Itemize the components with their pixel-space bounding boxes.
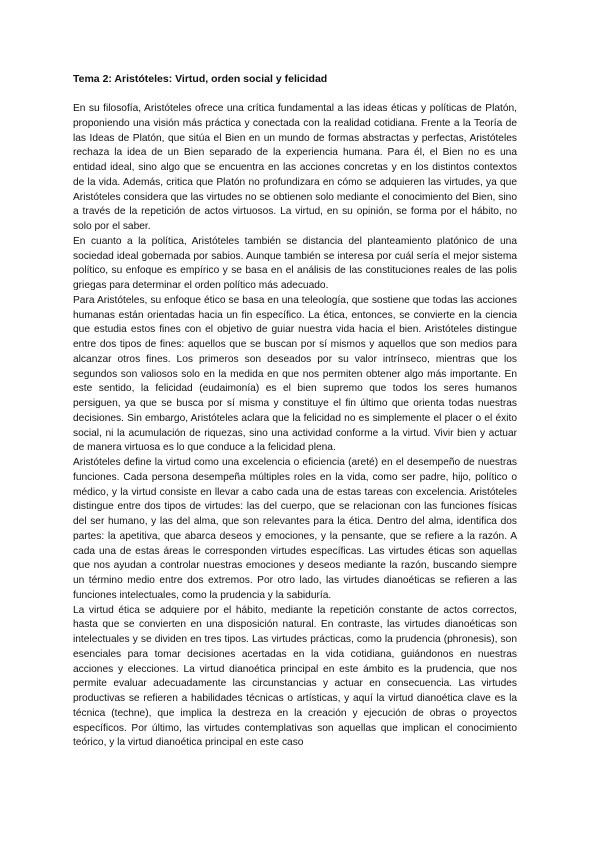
document-title: Tema 2: Aristóteles: Virtud, orden social y felicidad: [73, 73, 328, 85]
paragraph-critica-platon: En su filosofía, Aristóteles ofrece una crítica fundamental a las ideas éticas y políticas de Platón, proponiendo una visión más práctica y conectada con la realidad cotidiana. Frente a la Teoría de las Ideas de Platón, que sitúa el Bien en un mundo de formas abstractas y perfectas, Aristóteles rechaza la idea de un Bien separado de la experiencia humana. Para él, el Bien no es una entidad ideal, sino algo que se encuentra en las acciones concretas y en los distintos contextos de la vida. Además, critica que Platón no profundizara en cómo se adquieren las virtudes, ya que Aristóteles considera que las virtudes no se obtienen solo mediante el conocimiento del Bien, sino a través de la repetición de actos virtuosos. La virtud, en su opinión, se forma por el hábito, no solo por el saber.: [73, 103, 517, 232]
paragraph-teleologia-felicidad: Para Aristóteles, su enfoque ético se basa en una teleología, que sostiene que todas las acciones humanas están orientadas hacia un fin específico. La ética, entonces, se convierte en la ciencia que estudia estos fines con el objetivo de guiar nuestra vida hacia el bien. Aristóteles distingue entre dos tipos de fines: aquellos que se buscan por sí mismos y aquellos que son medios para alcanzar otros fines. Los primeros son deseados por su valor intrínseco, mientras que los segundos son valiosos solo en la medida en que nos permiten obtener algo más importante. En este sentido, la felicidad (eudaimonía) es el bien supremo que todos los seres humanos persiguen, ya que se busca por sí misma y constituye el fin último que orienta todas nuestras decisiones. Sin embargo, Aristóteles aclara que la felicidad no es simplemente el placer o el éxito social, ni la acumulación de riquezas, sino una actividad conforme a la virtud. Vivir bien y actuar de manera virtuosa es lo que conduce a la felicidad plena.: [73, 294, 517, 454]
paragraph-virtudes-dianoeticas: La virtud ética se adquiere por el hábito, mediante la repetición constante de actos correctos, hasta que se convierten en una disposición natural. En contraste, las virtudes dianoéticas son intelectuales y se dividen en tres tipos. Las virtudes prácticas, como la prudencia (phronesis), son esenciales para tomar decisiones acertadas en la vida cotidiana, guiándonos en nuestras acciones y elecciones. La virtud dianoética principal en este ámbito es la prudencia, que nos permite evaluar adecuadamente las circunstancias y actuar en consecuencia. Las virtudes productivas se refieren a habilidades técnicas o artísticas, y aquí la virtud dianoética clave es la técnica (techne), que implica la destreza en la creación y ejecución de obras o proyectos específicos. Por último, las virtudes contemplativas son aquellas que implican el conocimiento teórico, y la virtud dianoética principal en este caso: [73, 604, 517, 749]
paragraph-politica: En cuanto a la política, Aristóteles también se distancia del planteamiento platónico de una sociedad ideal gobernada por sabios. Aunque también se interesa por cuál sería el mejor sistema político, su enfoque es empírico y se basa en el análisis de las constituciones reales de las polis griegas para determinar el orden político más adecuado.: [73, 235, 517, 291]
paragraph-virtud-arete: Aristóteles define la virtud como una excelencia o eficiencia (areté) en el desempeño de nuestras funciones. Cada persona desempeña múltiples roles en la vida, como ser padre, hijo, político o médico, y la virtud consiste en llevar a cabo cada una de estas tareas con excelencia. Aristóteles distingue entre dos tipos de virtudes: las del cuerpo, que se relacionan con las funciones físicas del ser humano, y las del alma, que son relevantes para la ética. Dentro del alma, identifica dos partes: la apetitiva, que abarca deseos y emociones, y la pensante, que se refiere a la razón. A cada una de estas áreas le corresponden virtudes específicas. Las virtudes éticas son aquellas que nos ayudan a controlar nuestras emociones y deseos mediante la razón, buscando siempre un término medio entre dos extremos. Por otro lado, las virtudes dianoéticas se refieren a las funciones intelectuales, como la prudencia y la sabiduría.: [73, 457, 517, 601]
document-page: [73, 72, 517, 751]
